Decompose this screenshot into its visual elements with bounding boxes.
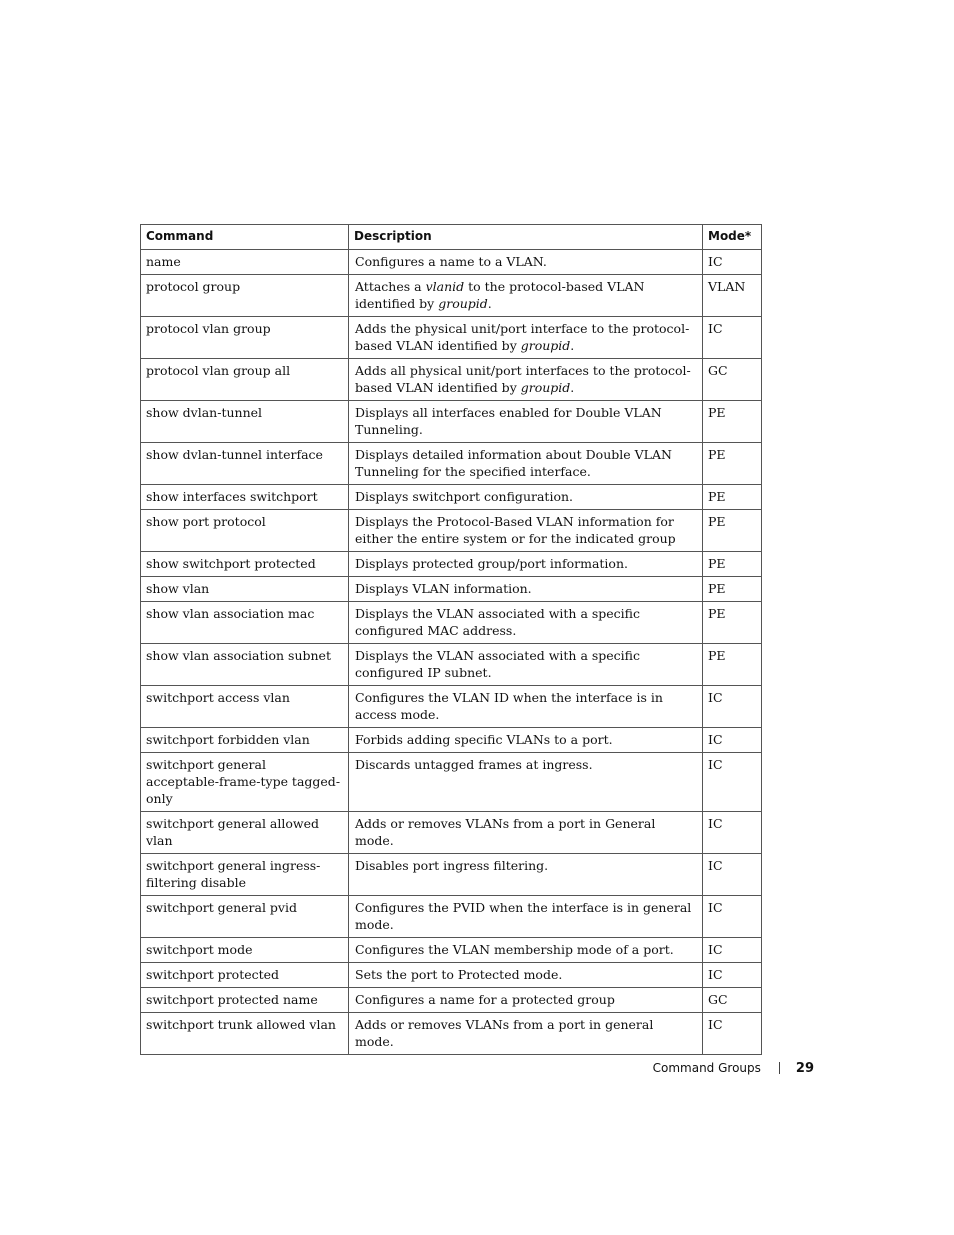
table-row xyxy=(141,275,762,317)
command-cell: protocol vlan group xyxy=(141,317,349,359)
mode-cell: PE xyxy=(703,577,762,602)
description-cell xyxy=(349,317,703,359)
command-table xyxy=(140,224,762,1055)
description-cell xyxy=(349,988,703,1013)
description-text: . xyxy=(570,338,575,353)
description-cell xyxy=(349,812,703,854)
mode-cell: GC xyxy=(703,359,762,401)
description-text: Configures the VLAN ID when the interface is in access mode. xyxy=(355,690,663,722)
description-cell xyxy=(349,686,703,728)
description-cell xyxy=(349,644,703,686)
description-cell xyxy=(349,359,703,401)
mode-cell: IC xyxy=(703,1013,762,1055)
mode-cell: PE xyxy=(703,401,762,443)
description-text: Adds all physical unit/port interfaces to the protocol-based VLAN identified by xyxy=(355,363,691,395)
table-body xyxy=(141,250,762,1055)
mode-cell: IC xyxy=(703,753,762,812)
mode-cell: IC xyxy=(703,812,762,854)
description-text: to the protocol-based VLAN identified by xyxy=(355,279,645,311)
command-cell: switchport general allowed vlan xyxy=(141,812,349,854)
command-cell: switchport general ingress-filtering disable xyxy=(141,854,349,896)
table-row xyxy=(141,250,762,275)
command-cell: show interfaces switchport xyxy=(141,485,349,510)
table-row xyxy=(141,854,762,896)
description-cell xyxy=(349,485,703,510)
description-text: Displays VLAN information. xyxy=(355,581,532,596)
footer-divider xyxy=(779,1062,780,1074)
description-text: Configures a name for a protected group xyxy=(355,992,615,1007)
description-text: Sets the port to Protected mode. xyxy=(355,967,563,982)
description-cell xyxy=(349,552,703,577)
command-cell: switchport mode xyxy=(141,938,349,963)
mode-cell: IC xyxy=(703,896,762,938)
mode-cell: IC xyxy=(703,728,762,753)
mode-cell: IC xyxy=(703,317,762,359)
description-cell xyxy=(349,443,703,485)
description-variable: groupid xyxy=(520,338,571,353)
description-cell xyxy=(349,401,703,443)
command-cell: switchport forbidden vlan xyxy=(141,728,349,753)
command-cell: switchport protected xyxy=(141,963,349,988)
description-text: Forbids adding specific VLANs to a port. xyxy=(355,732,613,747)
description-text: Attaches a xyxy=(355,279,426,294)
table-row xyxy=(141,602,762,644)
command-cell: show vlan association mac xyxy=(141,602,349,644)
table-row xyxy=(141,812,762,854)
description-cell xyxy=(349,1013,703,1055)
description-cell xyxy=(349,728,703,753)
table-row xyxy=(141,443,762,485)
description-text: Displays the Protocol-Based VLAN information for either the entire system or for the indicated group xyxy=(355,514,676,546)
table-row xyxy=(141,577,762,602)
command-cell: show vlan association subnet xyxy=(141,644,349,686)
mode-cell: IC xyxy=(703,854,762,896)
mode-cell: PE xyxy=(703,552,762,577)
description-cell xyxy=(349,250,703,275)
header-command: Command xyxy=(141,225,349,250)
description-variable: vlanid xyxy=(425,279,465,294)
mode-cell: IC xyxy=(703,686,762,728)
command-cell: switchport general acceptable-frame-type tagged-only xyxy=(141,753,349,812)
description-text: Displays the VLAN associated with a specific configured IP subnet. xyxy=(355,648,641,680)
page-number: 29 xyxy=(795,1061,814,1076)
mode-cell: PE xyxy=(703,443,762,485)
description-text: Configures the PVID when the interface is in general mode. xyxy=(355,900,692,932)
command-cell: show switchport protected xyxy=(141,552,349,577)
mode-cell: IC xyxy=(703,938,762,963)
command-cell: protocol group xyxy=(141,275,349,317)
description-cell xyxy=(349,602,703,644)
description-text: . xyxy=(487,296,492,311)
command-cell: show dvlan-tunnel xyxy=(141,401,349,443)
command-cell: protocol vlan group all xyxy=(141,359,349,401)
command-cell: show port protocol xyxy=(141,510,349,552)
command-cell: switchport general pvid xyxy=(141,896,349,938)
description-text: Discards untagged frames at ingress. xyxy=(355,757,593,772)
command-cell: show dvlan-tunnel interface xyxy=(141,443,349,485)
description-text: . xyxy=(570,380,575,395)
description-cell xyxy=(349,753,703,812)
page-footer xyxy=(600,1061,814,1076)
mode-cell: PE xyxy=(703,485,762,510)
table-row xyxy=(141,644,762,686)
description-cell xyxy=(349,896,703,938)
description-cell xyxy=(349,275,703,317)
command-cell: switchport access vlan xyxy=(141,686,349,728)
description-text: Adds or removes VLANs from a port in General mode. xyxy=(355,816,656,848)
description-text: Adds the physical unit/port interface to the protocol-based VLAN identified by xyxy=(355,321,690,353)
description-text: Disables port ingress filtering. xyxy=(355,858,549,873)
mode-cell: IC xyxy=(703,250,762,275)
table-row xyxy=(141,359,762,401)
footer-section-title: Command Groups xyxy=(652,1061,761,1075)
mode-cell: PE xyxy=(703,602,762,644)
command-cell: switchport trunk allowed vlan xyxy=(141,1013,349,1055)
table-row xyxy=(141,896,762,938)
table-row xyxy=(141,753,762,812)
description-text: Configures a name to a VLAN. xyxy=(355,254,547,269)
header-description: Description xyxy=(349,225,703,250)
command-cell: switchport protected name xyxy=(141,988,349,1013)
table-row xyxy=(141,317,762,359)
table-row xyxy=(141,485,762,510)
description-cell xyxy=(349,510,703,552)
command-cell: name xyxy=(141,250,349,275)
table-row xyxy=(141,1013,762,1055)
description-variable: groupid xyxy=(438,296,488,311)
table-row xyxy=(141,510,762,552)
mode-cell: VLAN xyxy=(703,275,762,317)
table-row xyxy=(141,963,762,988)
description-text: Displays the VLAN associated with a specific configured MAC address. xyxy=(355,606,641,638)
description-text: Displays detailed information about Double VLAN Tunneling for the specified interface. xyxy=(355,447,672,479)
table-row xyxy=(141,401,762,443)
description-variable: groupid xyxy=(520,380,571,395)
description-text: Displays switchport configuration. xyxy=(355,489,573,504)
description-text: Adds or removes VLANs from a port in general mode. xyxy=(355,1017,654,1049)
description-cell xyxy=(349,963,703,988)
table-row xyxy=(141,938,762,963)
table-header-row xyxy=(141,225,762,250)
description-text: Displays protected group/port information. xyxy=(355,556,628,571)
description-cell xyxy=(349,577,703,602)
mode-cell: PE xyxy=(703,644,762,686)
command-cell: show vlan xyxy=(141,577,349,602)
table-row xyxy=(141,728,762,753)
mode-cell: IC xyxy=(703,963,762,988)
description-cell xyxy=(349,854,703,896)
table-row xyxy=(141,988,762,1013)
table-row xyxy=(141,552,762,577)
description-text: Configures the VLAN membership mode of a port. xyxy=(355,942,674,957)
mode-cell: PE xyxy=(703,510,762,552)
description-cell xyxy=(349,938,703,963)
mode-cell: GC xyxy=(703,988,762,1013)
header-mode: Mode* xyxy=(703,225,762,250)
description-text: Displays all interfaces enabled for Double VLAN Tunneling. xyxy=(355,405,662,437)
table-row xyxy=(141,686,762,728)
